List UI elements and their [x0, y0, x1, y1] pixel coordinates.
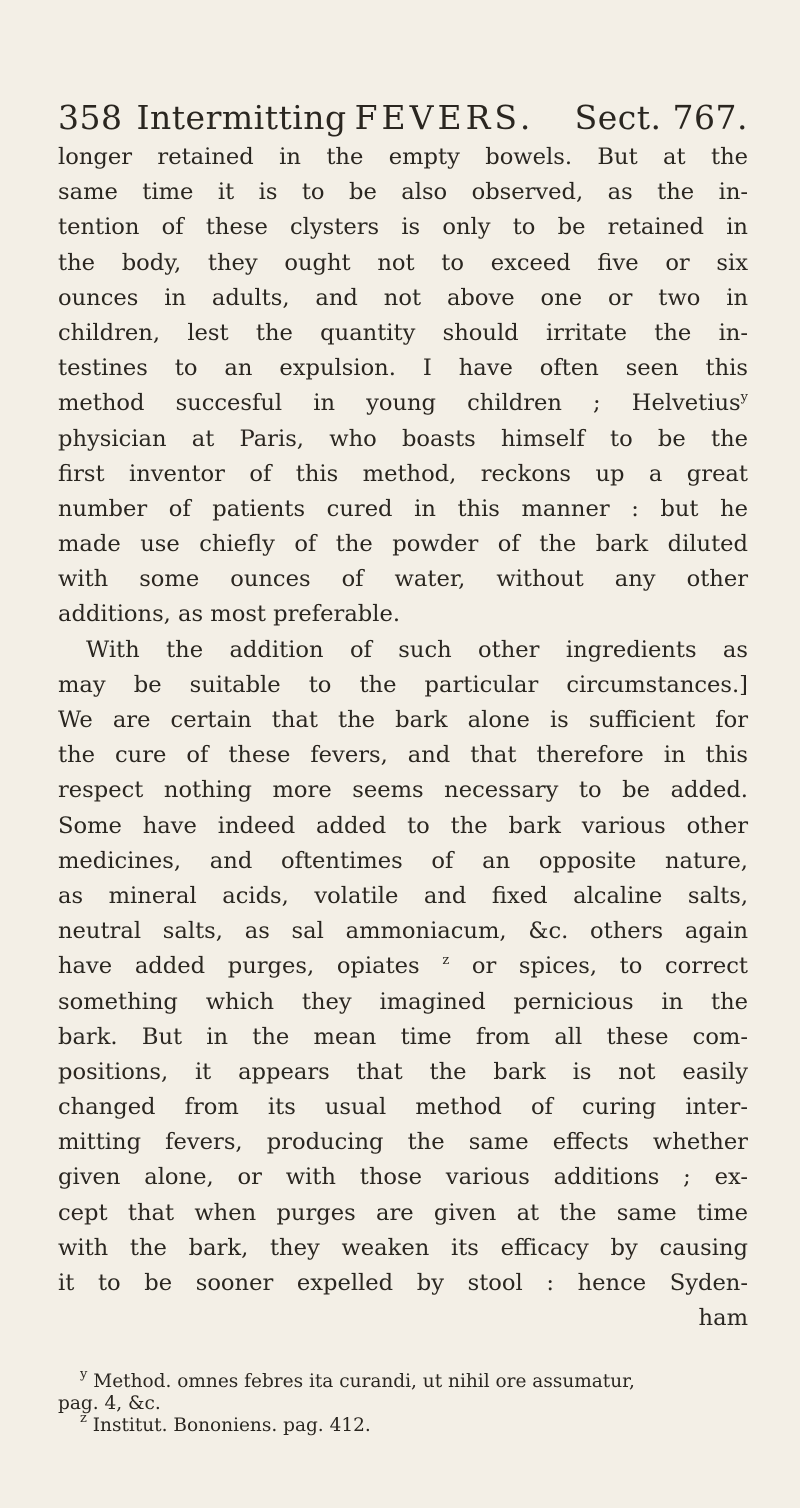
footnote-z: [80, 1411, 740, 1437]
text-line: the body, they ought not to exceed five or six: [58, 249, 748, 276]
text-line: neutral salts, as sal ammoniacum, &c. others again: [58, 918, 748, 945]
text-line: tention of these clysters is only to be retained in: [58, 214, 748, 241]
text-line: mitting fevers, producing the same effects whether: [58, 1129, 748, 1156]
text-line: changed from its usual method of curing inter-: [58, 1094, 748, 1121]
running-header: [58, 98, 748, 137]
text-line: positions, it appears that the bark is not easily: [58, 1058, 748, 1085]
text-line: physician at Paris, who boasts himself to be the: [58, 425, 748, 452]
footnote-mark-z: z: [442, 953, 450, 969]
footnote-z-mark: z: [80, 1411, 87, 1426]
text-line: With the addition of such other ingredients as: [86, 636, 748, 663]
text-line: bark. But in the mean time from all these com-: [58, 1023, 748, 1050]
text-line: [58, 386, 748, 421]
text-line: cept that when purges are given at the same time: [58, 1199, 748, 1226]
running-title-caps: FEVERS.: [354, 98, 535, 137]
text-line: ounces in adults, and not above one or two in: [58, 284, 748, 311]
text-line: longer retained in the empty bowels. But at the: [58, 144, 748, 170]
body-text: [58, 140, 748, 1336]
footnotes: [58, 1367, 740, 1437]
footnote-z-text: Institut. Bononiens. pag. 412.: [92, 1415, 371, 1436]
text-line: additions, as most preferable.: [58, 601, 401, 628]
text-line: testines to an expulsion. I have often seen this: [58, 355, 748, 382]
text-line: may be suitable to the particular circumstances.]: [58, 671, 748, 698]
text-line: same time it is to be also observed, as the in-: [58, 179, 748, 206]
text-fragment: have added purges, opiates: [58, 953, 420, 980]
text-line: something which they imagined pernicious in the: [58, 988, 748, 1015]
text-line: Some have indeed added to the bark various other: [58, 812, 748, 839]
page-number: 358: [58, 98, 123, 137]
text-line: with the bark, they weaken its efficacy by causing: [58, 1234, 748, 1261]
running-title: Intermitting: [136, 98, 347, 137]
footnote-y-continued: pag. 4, &c.: [58, 1393, 161, 1414]
text-line: [58, 949, 748, 984]
footnote-y-mark: y: [80, 1367, 88, 1382]
text-fragment: method succesful in young children ; Helvetius: [58, 390, 741, 417]
text-line: the cure of these fevers, and that therefore in this: [58, 742, 748, 769]
text-line: made use chiefly of the powder of the bark diluted: [58, 531, 748, 558]
text-line: first inventor of this method, reckons up a great: [58, 460, 748, 487]
footnote-y-text: Method. omnes febres ita curandi, ut nihil ore assumatur,: [93, 1371, 635, 1392]
text-line: medicines, and oftentimes of an opposite nature,: [58, 847, 748, 874]
footnote-mark-y: y: [740, 390, 748, 406]
text-fragment: or spices, to correct: [471, 953, 748, 980]
text-line: respect nothing more seems necessary to be added.: [58, 777, 748, 804]
text-line: it to be sooner expelled by stool : hence Syden-: [58, 1270, 748, 1296]
catchword: ham: [698, 1305, 748, 1332]
text-line: We are certain that the bark alone is sufficient for: [58, 707, 748, 733]
text-line: given alone, or with those various additions ; ex-: [58, 1164, 748, 1191]
text-line: with some ounces of water, without any other: [58, 566, 748, 593]
text-line: children, lest the quantity should irritate the in-: [58, 319, 748, 346]
text-line: number of patients cured in this manner : but he: [58, 495, 748, 522]
footnote-y: [80, 1367, 740, 1393]
text-line: as mineral acids, volatile and fixed alcaline salts,: [58, 882, 748, 909]
section-number: Sect. 767.: [574, 98, 748, 137]
